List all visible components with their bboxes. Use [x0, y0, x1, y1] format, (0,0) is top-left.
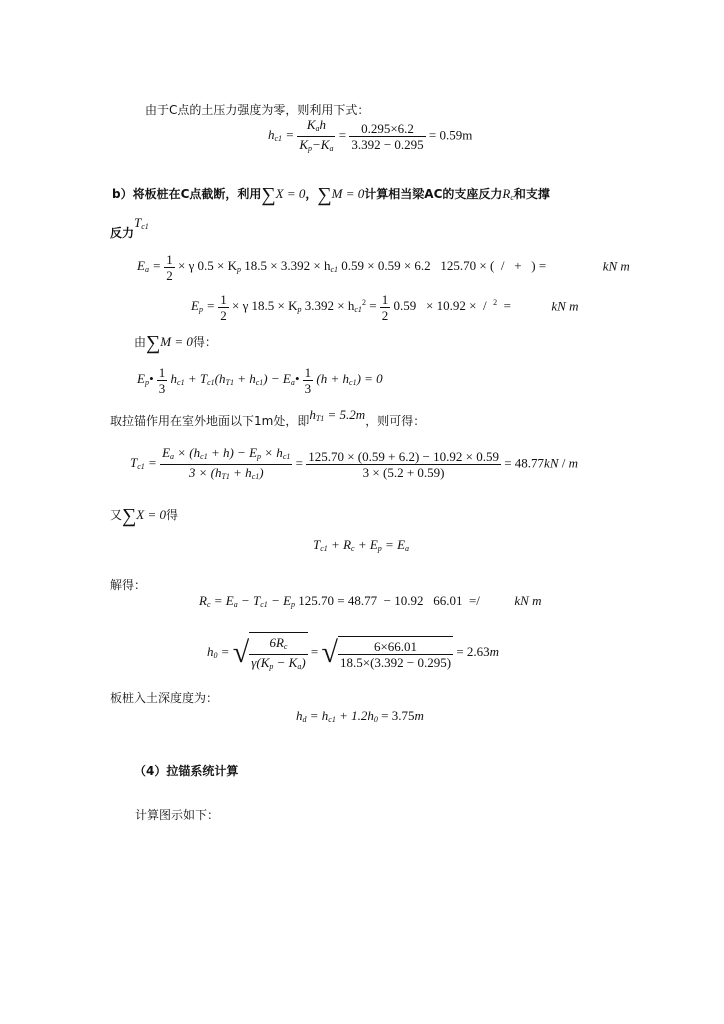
- rc-formula: $R_c = E_a - T_{c1} - E_p$ 125.70 = 48.77 − 10.92 66.01 =/ kN m: [199, 593, 542, 609]
- section-b-heading-cont: 反力$T_{c1}$: [110, 215, 149, 240]
- hc1-formula: $h_{c1}$ = $\frac{K_ah}{K_p-K_a}$ = $\frac{0.295\times 6.2}{3.392 - 0.295}$ = 0.59m: [268, 117, 473, 153]
- ep-formula: $E_p$ = $\frac{1}{2}$ × γ $18.5 \times K_p$ $3.392 \times h_{c1}^2$ = $\frac{1}{2}$ 0.59 × 10.92 × / $^2$ = kN m: [191, 292, 579, 323]
- ea-formula: $E_a$ = $\frac{1}{2}$ × γ $0.5 \times K_p$ $18.5 \times 3.392 \times h_{c1}$ 0.59 × 0.59 × 6.2 125.70 × ( / + ) = kN m: [137, 252, 630, 283]
- intro-text: 由于C点的土压力强度为零，则利用下式：: [145, 103, 370, 117]
- moment-equation: $E_p•$ $\frac{1}{3}$ $h_{c1} + T_{c1}(h_{T1} + h_{c1})$ − $E_a•$ $\frac{1}{3}$ $(h + h_{c1}) = 0$: [137, 365, 383, 396]
- figure-intro-text: 计算图示如下：: [135, 808, 220, 822]
- hd-formula: $h_d = h_{c1} + 1.2h_0 = 3.75m$: [296, 708, 424, 724]
- force-condition: 又∑X = 0得: [110, 505, 179, 527]
- solve-label: 解得：: [110, 578, 147, 592]
- anchor-position-text: 取拉锚作用在室外地面以下1m处，即$h_{T1} = 5.2m$，则可得：: [110, 407, 426, 428]
- section-4-heading: （4）拉锚系统计算: [134, 764, 239, 778]
- moment-condition: 由∑M = 0得：: [134, 332, 217, 354]
- balance-equation: $T_{c1} + R_c + E_p = E_a$: [313, 537, 410, 553]
- embed-depth-text: 板桩入土深度度为：: [110, 691, 219, 705]
- h0-formula: $h_0$ = √ $\frac{6R_c}{\gamma(K_p - K_a)}$ = √ $\frac{6\times 66.01}{18.5\times(3.392 - 0.295)}$ = 2.63m: [207, 632, 499, 674]
- tc1-formula: $T_{c1}$ = $\frac{E_a \times (h_{c1} + h) - E_p \times h_{c1}}{3 \times (h_{T1} + h_{c1})}$ = $\frac{125.70 \times (0.59 + 6.2) - 10.92 \times 0.59}{3 \times (5.2 + 0.59)}$ = 48.77kN / m: [130, 445, 579, 481]
- section-b-heading: b）将板桩在C点截断，利用∑X = 0，∑M = 0计算相当梁AC的支座反力$R_c$和支撑: [112, 184, 550, 206]
